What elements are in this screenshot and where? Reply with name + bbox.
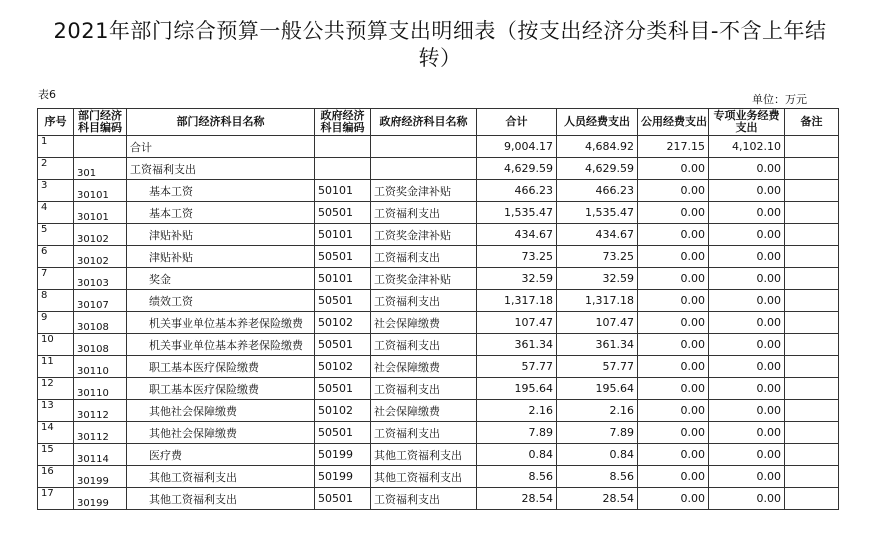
cell-public: 0.00	[638, 400, 709, 422]
table-row	[38, 334, 839, 356]
cell-dept-name: 绩效工资	[127, 290, 315, 312]
cell-total: 73.25	[477, 246, 557, 268]
cell-dept-name: 其他工资福利支出	[127, 488, 315, 510]
cell-dept-code: 301	[74, 158, 127, 180]
cell-gov-name: 社会保障缴费	[371, 400, 477, 422]
cell-seq: 5	[38, 224, 74, 246]
cell-gov-code: 50501	[315, 378, 371, 400]
header-total: 合计	[477, 109, 557, 136]
cell-public: 0.00	[638, 224, 709, 246]
cell-dept-code: 30108	[74, 312, 127, 334]
cell-public: 0.00	[638, 444, 709, 466]
cell-total: 0.84	[477, 444, 557, 466]
cell-gov-code: 50102	[315, 400, 371, 422]
cell-special: 0.00	[709, 246, 785, 268]
cell-gov-code	[315, 136, 371, 158]
cell-seq: 8	[38, 290, 74, 312]
cell-total: 466.23	[477, 180, 557, 202]
cell-public: 0.00	[638, 290, 709, 312]
cell-gov-code: 50501	[315, 422, 371, 444]
table-row	[38, 466, 839, 488]
cell-total: 2.16	[477, 400, 557, 422]
header-special: 专项业务经费支出	[709, 109, 785, 136]
cell-gov-name: 其他工资福利支出	[371, 466, 477, 488]
cell-public: 217.15	[638, 136, 709, 158]
cell-public: 0.00	[638, 180, 709, 202]
cell-special: 0.00	[709, 290, 785, 312]
cell-dept-code: 30112	[74, 400, 127, 422]
cell-dept-name: 奖金	[127, 268, 315, 290]
cell-total: 28.54	[477, 488, 557, 510]
cell-special: 0.00	[709, 180, 785, 202]
cell-note	[785, 268, 839, 290]
cell-dept-name: 其他社会保障缴费	[127, 400, 315, 422]
cell-total: 1,535.47	[477, 202, 557, 224]
cell-personnel: 7.89	[557, 422, 638, 444]
cell-seq: 13	[38, 400, 74, 422]
cell-dept-code: 30102	[74, 224, 127, 246]
table-row	[38, 202, 839, 224]
cell-gov-name: 工资福利支出	[371, 422, 477, 444]
cell-public: 0.00	[638, 356, 709, 378]
cell-personnel: 4,684.92	[557, 136, 638, 158]
cell-special: 0.00	[709, 466, 785, 488]
cell-dept-name: 津贴补贴	[127, 246, 315, 268]
cell-personnel: 4,629.59	[557, 158, 638, 180]
cell-special: 0.00	[709, 158, 785, 180]
cell-special: 0.00	[709, 268, 785, 290]
cell-dept-code: 30199	[74, 488, 127, 510]
cell-total: 195.64	[477, 378, 557, 400]
cell-gov-name: 社会保障缴费	[371, 356, 477, 378]
expenditure-table	[37, 108, 839, 510]
cell-seq: 10	[38, 334, 74, 356]
cell-note	[785, 422, 839, 444]
cell-note	[785, 356, 839, 378]
header-gov-name: 政府经济科目名称	[371, 109, 477, 136]
cell-personnel: 195.64	[557, 378, 638, 400]
cell-note	[785, 334, 839, 356]
cell-personnel: 0.84	[557, 444, 638, 466]
cell-gov-name: 工资福利支出	[371, 488, 477, 510]
table-row	[38, 378, 839, 400]
cell-special: 0.00	[709, 334, 785, 356]
cell-gov-code: 50101	[315, 224, 371, 246]
cell-dept-code: 30110	[74, 378, 127, 400]
cell-note	[785, 444, 839, 466]
cell-note	[785, 312, 839, 334]
table-row	[38, 180, 839, 202]
header-seq: 序号	[38, 109, 74, 136]
cell-dept-name: 合计	[127, 136, 315, 158]
cell-seq: 1	[38, 136, 74, 158]
cell-personnel: 107.47	[557, 312, 638, 334]
cell-note	[785, 290, 839, 312]
table-row	[38, 224, 839, 246]
cell-seq: 12	[38, 378, 74, 400]
cell-dept-code: 30101	[74, 180, 127, 202]
cell-seq: 7	[38, 268, 74, 290]
cell-personnel: 466.23	[557, 180, 638, 202]
cell-gov-name: 工资福利支出	[371, 202, 477, 224]
cell-dept-name: 工资福利支出	[127, 158, 315, 180]
table-row	[38, 422, 839, 444]
cell-dept-code: 30110	[74, 356, 127, 378]
cell-gov-code: 50501	[315, 290, 371, 312]
cell-gov-name: 社会保障缴费	[371, 312, 477, 334]
header-dept-name: 部门经济科目名称	[127, 109, 315, 136]
cell-personnel: 1,535.47	[557, 202, 638, 224]
cell-note	[785, 400, 839, 422]
cell-note	[785, 466, 839, 488]
cell-total: 7.89	[477, 422, 557, 444]
table-row	[38, 312, 839, 334]
cell-special: 0.00	[709, 444, 785, 466]
cell-gov-code: 50501	[315, 488, 371, 510]
cell-dept-name: 其他工资福利支出	[127, 466, 315, 488]
cell-seq: 2	[38, 158, 74, 180]
cell-personnel: 8.56	[557, 466, 638, 488]
header-public: 公用经费支出	[638, 109, 709, 136]
cell-seq: 11	[38, 356, 74, 378]
cell-total: 1,317.18	[477, 290, 557, 312]
cell-gov-code: 50199	[315, 444, 371, 466]
cell-total: 4,629.59	[477, 158, 557, 180]
cell-total: 57.77	[477, 356, 557, 378]
table-tag: 表6	[38, 88, 56, 101]
cell-total: 8.56	[477, 466, 557, 488]
cell-special: 0.00	[709, 224, 785, 246]
cell-personnel: 57.77	[557, 356, 638, 378]
cell-note	[785, 488, 839, 510]
table-row	[38, 290, 839, 312]
cell-gov-code: 50501	[315, 334, 371, 356]
cell-gov-code: 50501	[315, 246, 371, 268]
cell-personnel: 32.59	[557, 268, 638, 290]
cell-gov-name	[371, 158, 477, 180]
cell-dept-code: 30112	[74, 422, 127, 444]
cell-dept-name: 基本工资	[127, 180, 315, 202]
cell-total: 434.67	[477, 224, 557, 246]
cell-dept-code	[74, 136, 127, 158]
cell-personnel: 28.54	[557, 488, 638, 510]
cell-dept-code: 30102	[74, 246, 127, 268]
table-row	[38, 400, 839, 422]
cell-dept-code: 30103	[74, 268, 127, 290]
cell-gov-code: 50199	[315, 466, 371, 488]
cell-special: 0.00	[709, 378, 785, 400]
cell-public: 0.00	[638, 268, 709, 290]
cell-total: 361.34	[477, 334, 557, 356]
cell-seq: 15	[38, 444, 74, 466]
cell-gov-code: 50101	[315, 180, 371, 202]
cell-gov-code: 50101	[315, 268, 371, 290]
cell-dept-name: 医疗费	[127, 444, 315, 466]
cell-gov-name: 工资福利支出	[371, 378, 477, 400]
table-body	[38, 136, 839, 510]
cell-gov-name: 工资奖金津补贴	[371, 224, 477, 246]
cell-public: 0.00	[638, 312, 709, 334]
cell-gov-name: 工资奖金津补贴	[371, 268, 477, 290]
cell-note	[785, 224, 839, 246]
cell-public: 0.00	[638, 334, 709, 356]
unit-label: 单位：万元	[752, 93, 807, 106]
cell-seq: 9	[38, 312, 74, 334]
cell-gov-name: 其他工资福利支出	[371, 444, 477, 466]
cell-public: 0.00	[638, 158, 709, 180]
cell-gov-name: 工资福利支出	[371, 246, 477, 268]
table-row	[38, 488, 839, 510]
title-line-2: 转）	[418, 46, 462, 70]
cell-note	[785, 202, 839, 224]
table-row	[38, 136, 839, 158]
cell-seq: 6	[38, 246, 74, 268]
cell-personnel: 73.25	[557, 246, 638, 268]
cell-personnel: 361.34	[557, 334, 638, 356]
cell-gov-name	[371, 136, 477, 158]
cell-dept-name: 津贴补贴	[127, 224, 315, 246]
cell-public: 0.00	[638, 246, 709, 268]
header-gov-code: 政府经济科目编码	[315, 109, 371, 136]
cell-personnel: 434.67	[557, 224, 638, 246]
cell-special: 0.00	[709, 312, 785, 334]
header-personnel: 人员经费支出	[557, 109, 638, 136]
cell-dept-code: 30114	[74, 444, 127, 466]
cell-gov-code: 50102	[315, 312, 371, 334]
cell-dept-name: 机关事业单位基本养老保险缴费	[127, 312, 315, 334]
cell-dept-code: 30101	[74, 202, 127, 224]
cell-special: 0.00	[709, 488, 785, 510]
cell-total: 107.47	[477, 312, 557, 334]
cell-gov-code: 50102	[315, 356, 371, 378]
cell-special: 0.00	[709, 356, 785, 378]
cell-public: 0.00	[638, 466, 709, 488]
cell-note	[785, 158, 839, 180]
cell-seq: 14	[38, 422, 74, 444]
cell-dept-code: 30108	[74, 334, 127, 356]
cell-dept-name: 职工基本医疗保险缴费	[127, 378, 315, 400]
header-dept-code: 部门经济科目编码	[74, 109, 127, 136]
table-row	[38, 268, 839, 290]
cell-gov-code	[315, 158, 371, 180]
cell-seq: 3	[38, 180, 74, 202]
cell-seq: 16	[38, 466, 74, 488]
cell-gov-name: 工资奖金津补贴	[371, 180, 477, 202]
cell-note	[785, 378, 839, 400]
cell-special: 0.00	[709, 400, 785, 422]
table-row	[38, 158, 839, 180]
cell-seq: 17	[38, 488, 74, 510]
cell-special: 0.00	[709, 202, 785, 224]
cell-dept-name: 基本工资	[127, 202, 315, 224]
cell-public: 0.00	[638, 202, 709, 224]
cell-note	[785, 136, 839, 158]
table-row	[38, 356, 839, 378]
cell-note	[785, 180, 839, 202]
cell-public: 0.00	[638, 378, 709, 400]
cell-dept-name: 机关事业单位基本养老保险缴费	[127, 334, 315, 356]
cell-gov-name: 工资福利支出	[371, 290, 477, 312]
cell-public: 0.00	[638, 488, 709, 510]
cell-special: 4,102.10	[709, 136, 785, 158]
title-line-1: 2021年部门综合预算一般公共预算支出明细表（按支出经济分类科目-不含上年结	[53, 19, 827, 43]
cell-total: 32.59	[477, 268, 557, 290]
cell-seq: 4	[38, 202, 74, 224]
cell-public: 0.00	[638, 422, 709, 444]
header-note: 备注	[785, 109, 839, 136]
cell-dept-code: 30107	[74, 290, 127, 312]
cell-special: 0.00	[709, 422, 785, 444]
table-header	[38, 109, 839, 136]
cell-dept-code: 30199	[74, 466, 127, 488]
cell-dept-name: 其他社会保障缴费	[127, 422, 315, 444]
cell-total: 9,004.17	[477, 136, 557, 158]
cell-gov-name: 工资福利支出	[371, 334, 477, 356]
cell-personnel: 1,317.18	[557, 290, 638, 312]
page-title	[0, 18, 880, 72]
cell-note	[785, 246, 839, 268]
cell-dept-name: 职工基本医疗保险缴费	[127, 356, 315, 378]
table-row	[38, 444, 839, 466]
cell-personnel: 2.16	[557, 400, 638, 422]
cell-gov-code: 50501	[315, 202, 371, 224]
table-row	[38, 246, 839, 268]
